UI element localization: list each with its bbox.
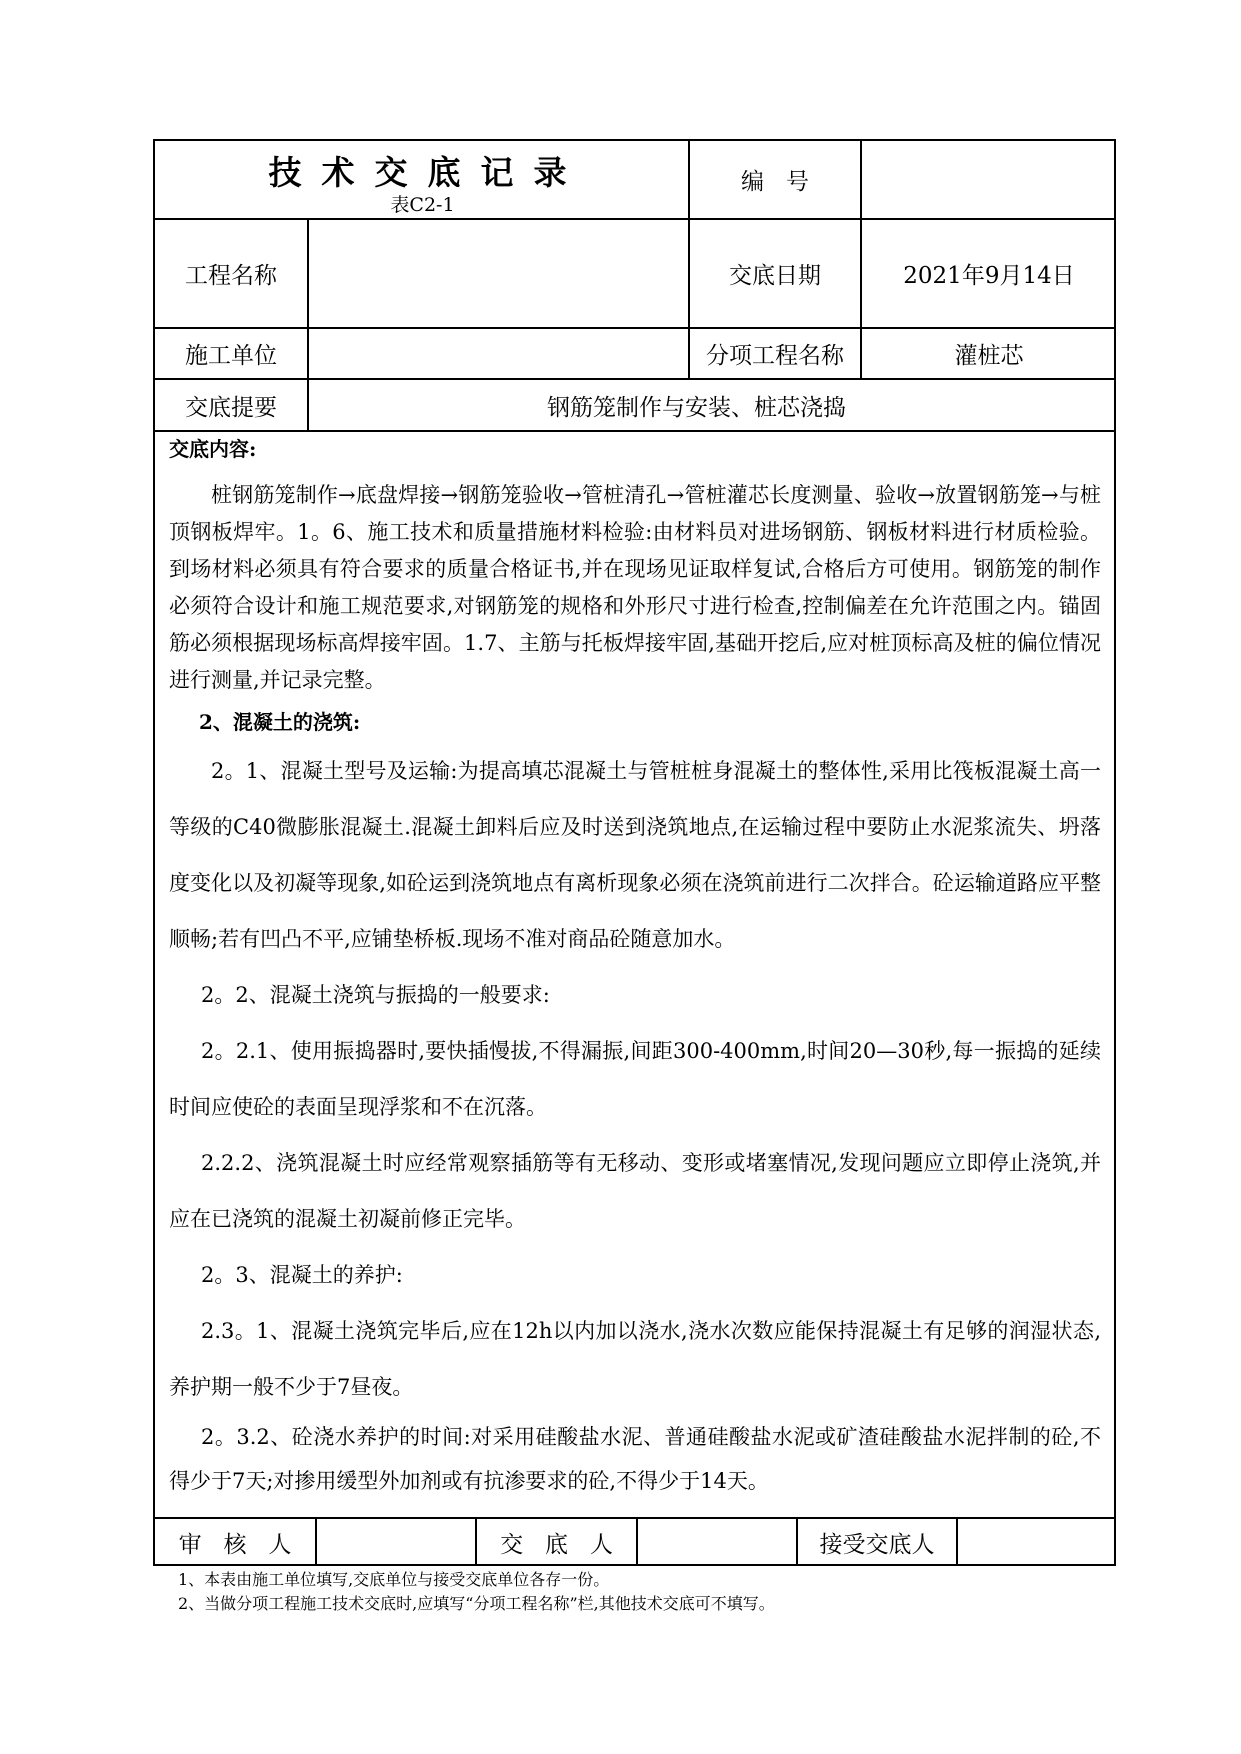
unit-value[interactable] xyxy=(309,329,688,378)
reviewer-label: 审 核 人 xyxy=(178,1532,292,1558)
content-body xyxy=(169,431,1101,1503)
summary-label: 交底提要 xyxy=(185,394,277,421)
subitem-value[interactable]: 灌桩芯 xyxy=(954,343,1024,369)
paragraph-2-1: 2。1、混凝土型号及运输:为提高填芯混凝土与管桩桩身混凝土的整体性,采用比筏板混凝土高一等级的C40微膨胀混凝土.混凝土卸料后应及时送到浇筑地点,在运输过程中要防止水泥浆流失、坍落度变化以及初凝等现象,如砼运到浇筑地点有离析现象必须在浇筑前进行二次拌合。砼运输道路应平整顺畅;若有凹凸不平,应铺垫桥板.现场不准对商品砼随意加水。 xyxy=(169,759,1101,951)
paragraph-2-2: 2。2、混凝土浇筑与振捣的一般要求: xyxy=(201,983,550,1007)
paragraph-2-3: 2。3、混凝土的养护: xyxy=(201,1263,403,1287)
paragraph-2-2-2: 2.2.2、浇筑混凝土时应经常观察插筋等有无移动、变形或堵塞情况,发现问题应立即停止浇筑,并应在已浇筑的混凝土初凝前修正完毕。 xyxy=(169,1151,1101,1231)
footnote-1: 1、本表由施工单位填写,交底单位与接受交底单位各存一份。 xyxy=(178,1570,610,1589)
paragraph-1: 桩钢筋笼制作→底盘焊接→钢筋笼验收→管桩清孔→管桩灌芯长度测量、验收→放置钢筋笼→与桩顶钢板焊牢。1。6、施工技术和质量措施材料检验:由材料员对进场钢筋、钢板材料进行材质检验。到场材料必须具有符合要求的质量合格证书,并在现场见证取样复试,合格后方可使用。钢筋笼的制作必须符合设计和施工规范要求,对钢筋笼的规格和外形尺寸进行检查,控制偏差在允许范围之内。锚固筋必须根据现场标高焊接牢固。1.7、主筋与托板焊接牢固,基础开挖后,应对桩顶标高及桩的偏位情况进行测量,并记录完整。 xyxy=(169,483,1101,692)
project-name-value[interactable] xyxy=(309,220,688,327)
number-value[interactable] xyxy=(862,141,1116,218)
paragraph-2-3-2: 2。3.2、砼浇水养护的时间:对采用硅酸盐水泥、普通硅酸盐水泥或矿渣硅酸盐水泥拌制的砼,不得少于7天;对掺用缓型外加剂或有抗渗要求的砼,不得少于14天。 xyxy=(169,1425,1101,1493)
form-title: 技术交底记录 xyxy=(268,153,587,192)
paragraph-2-3-1: 2.3。1、混凝土浇筑完毕后,应在12h以内加以浇水,浇水次数应能保持混凝土有足够的润湿状态,养护期一般不少于7昼夜。 xyxy=(169,1319,1101,1399)
unit-label: 施工单位 xyxy=(185,343,277,369)
disclosure-form xyxy=(153,139,1116,1566)
project-name-label: 工程名称 xyxy=(185,263,277,289)
footnote-2: 2、当做分项工程施工技术交底时,应填写“分项工程名称”栏,其他技术交底可不填写。 xyxy=(178,1594,775,1613)
subitem-label: 分项工程名称 xyxy=(706,343,844,369)
number-label: 编 号 xyxy=(741,169,809,195)
footnotes xyxy=(178,1568,775,1616)
summary-value[interactable]: 钢筋笼制作与安装、桩芯浇捣 xyxy=(547,394,846,421)
date-label: 交底日期 xyxy=(729,263,821,289)
discloser-value[interactable] xyxy=(638,1519,796,1566)
section-2-title: 2、混凝土的浇筑: xyxy=(199,710,361,734)
date-value[interactable]: 2021年9月14日 xyxy=(903,263,1075,289)
paragraph-2-2-1: 2。2.1、使用振捣器时,要快插慢拔,不得漏振,间距300-400mm,时间20—30秒,每一振捣的延续时间应使砼的表面呈现浮浆和不在沉落。 xyxy=(169,1039,1101,1119)
reviewer-value[interactable] xyxy=(317,1519,475,1566)
receiver-label: 接受交底人 xyxy=(819,1532,935,1558)
content-heading: 交底内容: xyxy=(169,437,257,461)
form-number: 表C2-1 xyxy=(390,194,455,216)
receiver-value[interactable] xyxy=(958,1519,1114,1566)
discloser-label: 交 底 人 xyxy=(500,1532,613,1558)
